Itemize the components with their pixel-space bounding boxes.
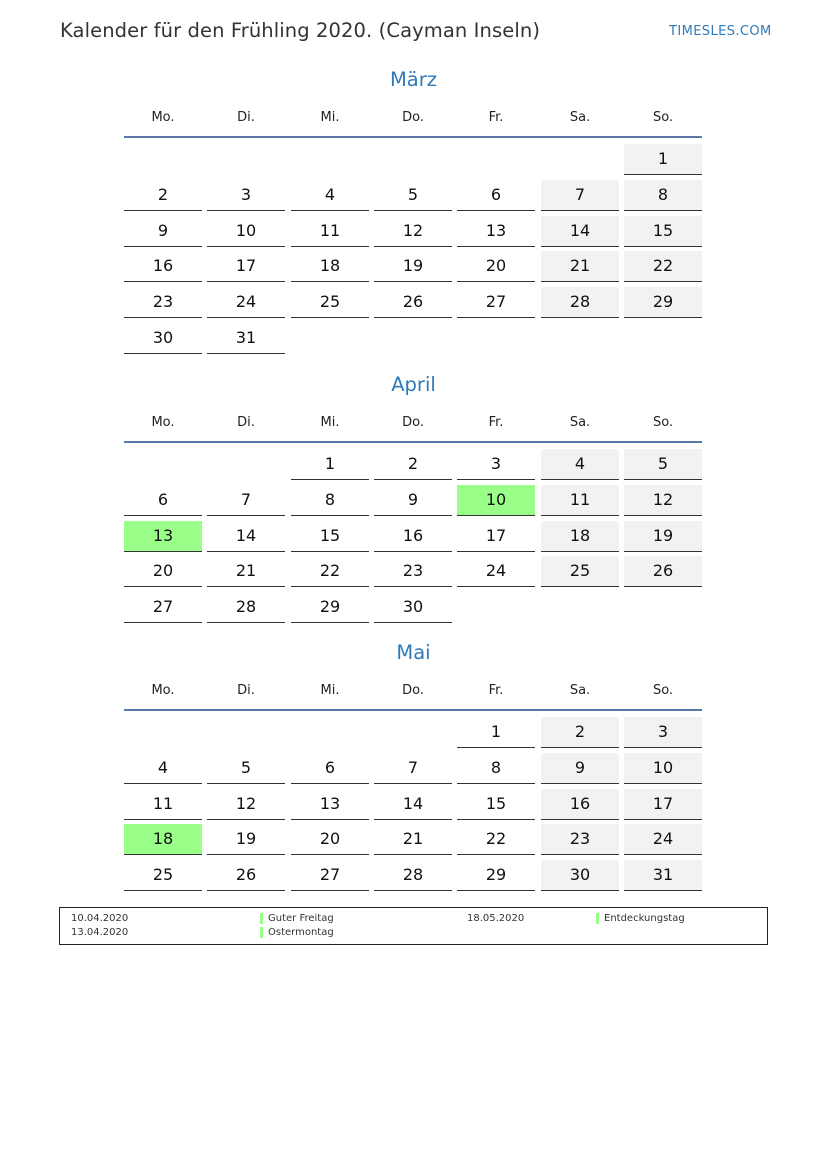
day-cell: 3	[457, 449, 535, 480]
legend-date: 18.05.2020	[467, 913, 525, 924]
day-cell: 18	[124, 824, 202, 855]
day-cell: 6	[124, 485, 202, 516]
day-cell: 17	[457, 521, 535, 552]
weekday-header: Do.	[402, 415, 424, 430]
day-cell: 29	[624, 287, 702, 318]
day-cell: 28	[374, 860, 452, 891]
day-cell: 29	[457, 860, 535, 891]
day-cell: 26	[374, 287, 452, 318]
weekday-header: Mi.	[320, 110, 340, 125]
day-cell: 16	[374, 521, 452, 552]
day-cell: 15	[291, 521, 369, 552]
day-cell: 20	[291, 824, 369, 855]
day-cell: 23	[541, 824, 619, 855]
legend-holiday-name: Entdeckungstag	[604, 913, 685, 924]
day-cell: 1	[291, 449, 369, 480]
day-cell: 20	[457, 251, 535, 282]
legend-holiday-name: Guter Freitag	[268, 913, 334, 924]
day-cell: 1	[457, 717, 535, 748]
day-cell: 13	[457, 216, 535, 247]
day-cell: 6	[291, 753, 369, 784]
legend-date: 10.04.2020	[71, 913, 129, 924]
day-cell: 15	[457, 789, 535, 820]
day-cell: 28	[207, 592, 285, 623]
weekday-header: Sa.	[569, 110, 591, 125]
weekday-header: Mo.	[151, 415, 175, 430]
day-cell: 10	[457, 485, 535, 516]
day-cell: 16	[124, 251, 202, 282]
day-cell: 10	[624, 753, 702, 784]
weekday-header: Mi.	[320, 415, 340, 430]
day-cell: 18	[291, 251, 369, 282]
day-cell: 25	[124, 860, 202, 891]
day-cell: 5	[374, 180, 452, 211]
day-cell: 10	[207, 216, 285, 247]
legend-holiday-name: Ostermontag	[268, 927, 334, 938]
day-cell: 30	[124, 323, 202, 354]
page-title: Kalender für den Frühling 2020. (Cayman Inseln)	[60, 19, 541, 42]
day-cell: 29	[291, 592, 369, 623]
day-cell: 23	[374, 556, 452, 587]
day-cell: 9	[124, 216, 202, 247]
weekday-header: Fr.	[488, 110, 504, 125]
weekday-header: Do.	[402, 110, 424, 125]
day-cell: 1	[624, 144, 702, 175]
weekday-header: Di.	[237, 110, 255, 125]
day-cell: 11	[541, 485, 619, 516]
day-cell: 4	[124, 753, 202, 784]
day-cell: 8	[291, 485, 369, 516]
weekday-header: Do.	[402, 683, 424, 698]
month-divider	[124, 441, 702, 443]
day-cell: 4	[541, 449, 619, 480]
day-cell: 24	[457, 556, 535, 587]
month-title: März	[389, 68, 438, 91]
holiday-marker	[596, 913, 599, 924]
day-cell: 7	[207, 485, 285, 516]
day-cell: 3	[624, 717, 702, 748]
legend-date: 13.04.2020	[71, 927, 129, 938]
month-divider	[124, 709, 702, 711]
weekday-header: Mo.	[151, 110, 175, 125]
day-cell: 3	[207, 180, 285, 211]
day-cell: 14	[374, 789, 452, 820]
day-cell: 11	[124, 789, 202, 820]
day-cell: 23	[124, 287, 202, 318]
day-cell: 22	[457, 824, 535, 855]
day-cell: 13	[124, 521, 202, 552]
day-cell: 24	[207, 287, 285, 318]
day-cell: 12	[374, 216, 452, 247]
day-cell: 21	[541, 251, 619, 282]
holiday-marker	[260, 913, 263, 924]
day-cell: 9	[541, 753, 619, 784]
day-cell: 2	[374, 449, 452, 480]
holiday-legend	[59, 907, 768, 945]
day-cell: 31	[624, 860, 702, 891]
day-cell: 14	[541, 216, 619, 247]
weekday-header: Sa.	[569, 415, 591, 430]
brand-link[interactable]: TIMESLES.COM	[669, 24, 772, 39]
weekday-header: Di.	[237, 683, 255, 698]
month-divider	[124, 136, 702, 138]
day-cell: 8	[457, 753, 535, 784]
month-title: Mai	[396, 641, 431, 664]
day-cell: 27	[124, 592, 202, 623]
weekday-header: Mo.	[151, 683, 175, 698]
day-cell: 7	[374, 753, 452, 784]
holiday-marker	[260, 927, 263, 938]
day-cell: 17	[207, 251, 285, 282]
day-cell: 19	[624, 521, 702, 552]
day-cell: 18	[541, 521, 619, 552]
day-cell: 21	[207, 556, 285, 587]
day-cell: 26	[624, 556, 702, 587]
day-cell: 21	[374, 824, 452, 855]
day-cell: 31	[207, 323, 285, 354]
day-cell: 20	[124, 556, 202, 587]
day-cell: 25	[541, 556, 619, 587]
day-cell: 6	[457, 180, 535, 211]
day-cell: 7	[541, 180, 619, 211]
day-cell: 19	[207, 824, 285, 855]
day-cell: 8	[624, 180, 702, 211]
day-cell: 9	[374, 485, 452, 516]
day-cell: 11	[291, 216, 369, 247]
day-cell: 13	[291, 789, 369, 820]
weekday-header: So.	[652, 683, 674, 698]
weekday-header: So.	[652, 415, 674, 430]
day-cell: 12	[207, 789, 285, 820]
day-cell: 12	[624, 485, 702, 516]
day-cell: 27	[457, 287, 535, 318]
day-cell: 30	[541, 860, 619, 891]
weekday-header: Mi.	[320, 683, 340, 698]
weekday-header: Fr.	[488, 683, 504, 698]
weekday-header: Di.	[237, 415, 255, 430]
day-cell: 27	[291, 860, 369, 891]
day-cell: 30	[374, 592, 452, 623]
day-cell: 25	[291, 287, 369, 318]
day-cell: 17	[624, 789, 702, 820]
weekday-header: Fr.	[488, 415, 504, 430]
day-cell: 24	[624, 824, 702, 855]
day-cell: 16	[541, 789, 619, 820]
day-cell: 5	[207, 753, 285, 784]
day-cell: 5	[624, 449, 702, 480]
weekday-header: Sa.	[569, 683, 591, 698]
day-cell: 22	[624, 251, 702, 282]
day-cell: 14	[207, 521, 285, 552]
day-cell: 26	[207, 860, 285, 891]
month-title: April	[391, 373, 436, 396]
day-cell: 22	[291, 556, 369, 587]
day-cell: 2	[541, 717, 619, 748]
day-cell: 19	[374, 251, 452, 282]
day-cell: 4	[291, 180, 369, 211]
weekday-header: So.	[652, 110, 674, 125]
day-cell: 28	[541, 287, 619, 318]
day-cell: 15	[624, 216, 702, 247]
day-cell: 2	[124, 180, 202, 211]
